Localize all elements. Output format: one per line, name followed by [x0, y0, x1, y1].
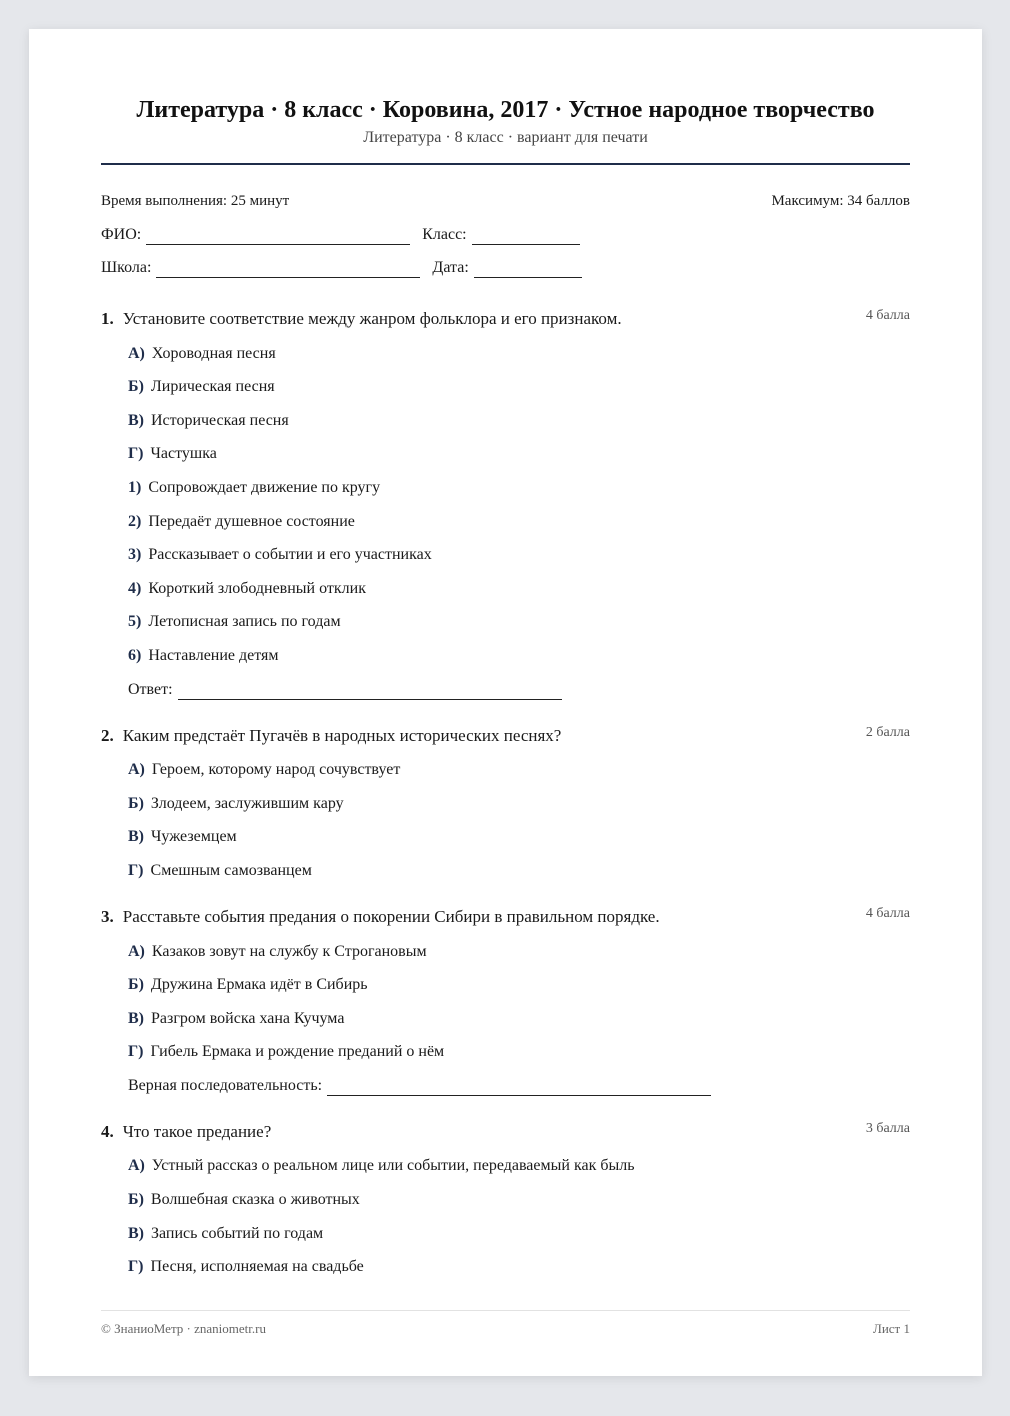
options-list: [101, 1156, 910, 1277]
footer-copyright: © ЗнаниоМетр · znaniometr.ru: [101, 1321, 266, 1336]
option: [128, 1009, 910, 1029]
option-label: 2): [128, 512, 142, 530]
option-label: В): [128, 411, 144, 429]
page-number: Лист 1: [873, 1321, 910, 1336]
question-header: [101, 906, 910, 928]
answer-field[interactable]: [178, 683, 562, 700]
option-label: Г): [128, 1043, 144, 1061]
page-footer: [101, 1321, 910, 1337]
question-text: Расставьте события предания о покорении Сибири в правильном порядке.: [122, 906, 660, 926]
sequence-answer-label: Верная последовательность:: [128, 1076, 323, 1094]
option-text: Дружина Ермака идёт в Сибирь: [150, 976, 368, 994]
option-label: В): [128, 1009, 144, 1027]
option-text: Волшебная сказка о животных: [150, 1191, 360, 1209]
page-title: Литература · 8 класс · Коровина, 2017 · Устное народное творчество: [136, 97, 875, 123]
footer-divider: [101, 1310, 910, 1311]
question-4: [101, 1121, 910, 1277]
answer-label: Ответ:: [128, 680, 173, 698]
question-number: 1.: [101, 309, 114, 328]
question-text: Каким предстаёт Пугачёв в народных исторических песнях?: [122, 725, 562, 745]
option-text: Историческая песня: [151, 411, 289, 429]
option-text: Лирическая песня: [150, 378, 275, 396]
question-number: 4.: [101, 1121, 114, 1141]
option-text: Рассказывает о событии и его участниках: [148, 546, 432, 564]
question-header: [101, 308, 910, 330]
date-field[interactable]: [474, 261, 582, 278]
school-field[interactable]: [156, 261, 420, 278]
question-points: 4 балла: [865, 905, 910, 921]
time-limit: Время выполнения: 25 минут: [101, 193, 290, 209]
option: [128, 827, 910, 847]
option-label: 6): [128, 646, 142, 664]
option-label: В): [128, 828, 144, 846]
option: [128, 861, 910, 881]
option: [128, 579, 910, 599]
option: [128, 344, 910, 364]
date-label: Дата:: [432, 259, 469, 276]
option: [128, 1224, 910, 1244]
option: [128, 612, 910, 632]
option-label: Г): [128, 1258, 144, 1276]
page-header: [101, 29, 910, 148]
option-label: А): [128, 1157, 145, 1175]
option-text: Героем, которому народ сочувствует: [151, 761, 401, 779]
question-number: 3.: [101, 906, 114, 926]
option-label: 5): [128, 613, 142, 631]
fio-field[interactable]: [146, 228, 410, 245]
option-text: Запись событий по годам: [151, 1224, 324, 1242]
option: [128, 1042, 910, 1062]
answer-row: [128, 680, 910, 700]
option-label: Г): [128, 445, 144, 463]
option: [128, 1257, 910, 1277]
question-text: Установите соответствие между жанром фольклора и его признаком.: [122, 309, 622, 328]
class-field[interactable]: [472, 228, 580, 245]
option-label: Б): [128, 976, 144, 994]
option-label: 3): [128, 546, 142, 564]
option-text: Казаков зовут на службу к Строгановым: [151, 942, 427, 960]
option-text: Передаёт душевное состояние: [148, 512, 355, 530]
fio-label: ФИО:: [101, 226, 142, 243]
option-text: Смешным самозванцем: [150, 861, 312, 879]
question-2: [101, 725, 910, 881]
option-label: А): [128, 942, 145, 960]
question-points: 4 балла: [865, 308, 910, 323]
question-points: 2 балла: [865, 724, 910, 740]
option: [128, 1156, 910, 1176]
worksheet-page: [29, 29, 982, 1376]
school-date-row: [101, 258, 910, 278]
fio-class-row: [101, 225, 910, 245]
option-label: А): [128, 761, 145, 779]
option-label: 4): [128, 579, 142, 597]
max-score: Максимум: 34 баллов: [771, 193, 910, 209]
option-label: А): [128, 344, 145, 362]
header-divider: [101, 163, 910, 165]
option-text: Сопровождает движение по кругу: [148, 478, 381, 496]
option-label: В): [128, 1224, 144, 1242]
option-text: Песня, исполняемая на свадьбе: [150, 1258, 364, 1276]
option-text: Хороводная песня: [151, 344, 276, 362]
option: [128, 942, 910, 962]
sequence-answer-field[interactable]: [327, 1079, 711, 1096]
question-number: 2.: [101, 725, 114, 745]
option-label: Б): [128, 378, 144, 396]
question-1: [101, 308, 910, 700]
question-points: 3 балла: [865, 1120, 910, 1136]
option: [128, 411, 910, 431]
sequence-answer-row: [128, 1076, 910, 1096]
option: [128, 646, 910, 666]
option: [128, 512, 910, 532]
option-text: Наставление детям: [148, 646, 279, 664]
option-text: Устный рассказ о реальном лице или событии, передаваемый как быль: [151, 1157, 635, 1175]
question-text: Что такое предание?: [122, 1121, 272, 1141]
option: [128, 478, 910, 498]
school-label: Школа:: [101, 259, 152, 276]
option-label: Б): [128, 794, 144, 812]
option-text: Короткий злободневный отклик: [148, 579, 366, 597]
option-text: Разгром войска хана Кучума: [151, 1009, 345, 1027]
option: [128, 377, 910, 397]
question-header: [101, 725, 910, 747]
option-text: Летописная запись по годам: [148, 613, 341, 631]
option: [128, 1190, 910, 1210]
options-list: [101, 760, 910, 881]
option-text: Гибель Ермака и рождение преданий о нём: [150, 1043, 445, 1061]
options-list: [101, 344, 910, 700]
question-3: [101, 906, 910, 1096]
option-label: Б): [128, 1191, 144, 1209]
meta-row: [101, 191, 910, 211]
option: [128, 794, 910, 814]
option-label: Г): [128, 861, 144, 879]
question-header: [101, 1121, 910, 1143]
option-label: 1): [128, 478, 142, 496]
option: [128, 444, 910, 464]
class-label: Класс:: [422, 226, 467, 243]
option: [128, 545, 910, 565]
option-text: Злодеем, заслужившим кару: [150, 794, 344, 812]
option-text: Чужеземцем: [151, 828, 237, 846]
option: [128, 975, 910, 995]
options-list: [101, 942, 910, 1096]
page-subtitle: Литература · 8 класс · вариант для печати: [363, 129, 648, 146]
option-text: Частушка: [150, 445, 217, 463]
option: [128, 760, 910, 780]
